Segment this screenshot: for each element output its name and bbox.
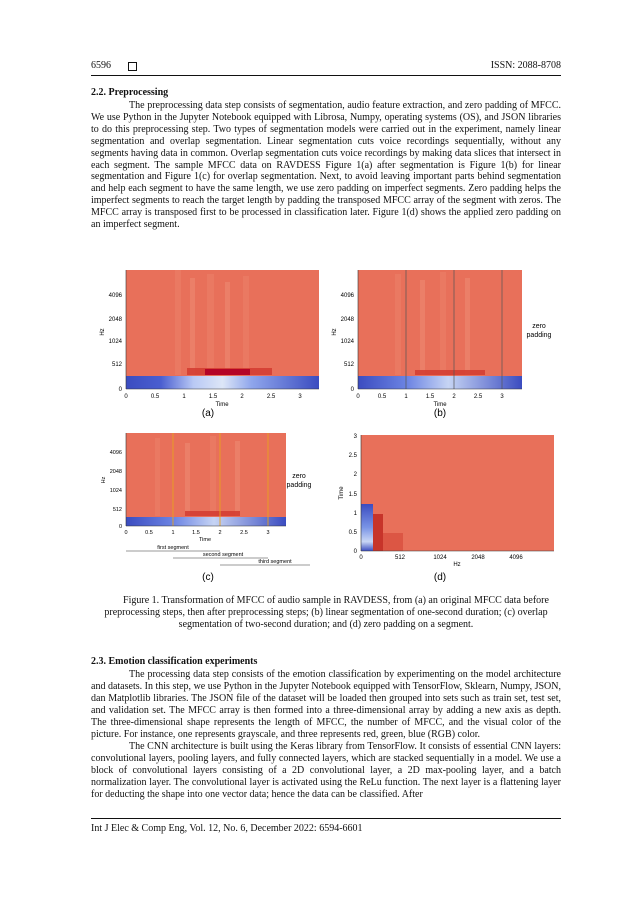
ytick-c-1024: 1024 — [109, 488, 122, 494]
xtick-d-0: 0 — [359, 555, 363, 561]
xtick-a-1: 1 — [182, 394, 186, 400]
page-number: 6596 — [91, 60, 111, 71]
panel-a — [100, 270, 319, 419]
xtick-c-1: 1 — [171, 530, 175, 536]
ylabel-d: Time — [339, 486, 345, 500]
figure-caption: Figure 1. Transformation of MFCC of audio sample in RAVDESS, from (a) an original MFCC data before preprocessing steps, then after preprocessing steps; (b) linear segmentation of one-second duration; (c) overlap segmentation of two-second duration; and (d) zero padding on a segment. — [104, 595, 549, 630]
panel-d — [339, 434, 554, 583]
xtick-c-2.5: 2.5 — [240, 530, 248, 536]
padded-mfcc-column — [361, 504, 373, 551]
ytick-d-0.5: 0.5 — [348, 530, 357, 536]
xtick-d-512: 512 — [394, 555, 406, 561]
ytick-d-1.5: 1.5 — [348, 492, 357, 498]
xtick-c-1.5: 1.5 — [192, 530, 200, 536]
xtick-d-2048: 2048 — [471, 555, 485, 561]
ytick-c-2048: 2048 — [109, 469, 122, 475]
xtick-d-4096: 4096 — [509, 555, 523, 561]
header-rule — [91, 75, 561, 76]
ytick-d-3: 3 — [353, 434, 357, 440]
xlabel-c: Time — [198, 537, 212, 543]
xtick-a-2: 2 — [240, 394, 244, 400]
zero-padding-label-b-2: padding — [526, 332, 552, 339]
ytick-d-2.5: 2.5 — [348, 453, 357, 459]
ytick-d-0: 0 — [353, 549, 357, 555]
panel-b — [332, 270, 552, 419]
ytick-b-4096: 4096 — [340, 293, 354, 299]
footer-rule — [91, 818, 561, 819]
ytick-a-4096: 4096 — [108, 293, 122, 299]
xtick-c-3: 3 — [266, 530, 270, 536]
paragraph-classification-1: The processing data step consists of the emotion classification by experimenting on the model architecture and datasets. In this step, we use Python in the Jupyter Notebook equipped with TensorFlow, Sklearn, Numpy, JSON, dan Matplotlib libraries. The JSON file of the dataset will be loaded then grouped into sets such as train set, test set, and validation set. The MFCC array is then formed into a three-dimensional array by adding a new axis as depth. The three-dimensional shape represents the length of MFCC, the number of MFCC, and the visual color of the picture. For instance, one represents grayscale, and three represents red, green, blue (RGB) color. — [91, 669, 561, 740]
figure-1 — [95, 268, 560, 590]
section-heading-emotion-classification: 2.3. Emotion classification experiments — [91, 656, 258, 667]
xtick-c-0: 0 — [124, 530, 128, 536]
panel-label-b: (b) — [433, 408, 447, 419]
xtick-b-1.5: 1.5 — [425, 394, 435, 400]
square-icon — [128, 62, 137, 71]
section-heading-preprocessing: 2.2. Preprocessing — [91, 87, 169, 98]
paragraph-classification-2: The CNN architecture is built using the Keras library from TensorFlow. It consists of essential CNN layers: convolutional layers, pooling layers, and fully connected layers, which are stacked sequentially in a model. We use a block of convolutional layers consisting of a 2D convolutional layer, a 2D max-pooling layer, and a batch normalization layer. The convolutional layer is activated using the ReLu function. The next layer is a flattening layer for deducting the shape into one vector data; hence the data can be classified. After — [91, 741, 561, 800]
xlabel-a: Time — [215, 402, 229, 408]
ytick-c-0: 0 — [118, 524, 122, 530]
ytick-d-1: 1 — [353, 511, 357, 517]
second-segment-label: second segment — [202, 552, 244, 558]
third-segment-label: third segment — [258, 559, 292, 565]
xtick-d-1024: 1024 — [433, 555, 447, 561]
xtick-a-0.5: 0.5 — [150, 394, 160, 400]
zero-padding-label-c-1: zero — [292, 473, 306, 480]
zero-padding-label-b-1: zero — [532, 323, 546, 330]
xtick-b-2: 2 — [452, 394, 456, 400]
ytick-a-1024: 1024 — [108, 339, 122, 345]
zero-padding-label-c-2: padding — [286, 482, 312, 489]
ytick-b-1024: 1024 — [340, 339, 354, 345]
xtick-a-0: 0 — [124, 394, 128, 400]
xtick-b-0.5: 0.5 — [377, 394, 387, 400]
running-header — [91, 60, 561, 76]
panel-label-d: (d) — [433, 572, 447, 583]
ytick-b-0: 0 — [350, 387, 354, 393]
ytick-b-512: 512 — [343, 362, 354, 368]
ylabel-b: Hz — [332, 328, 338, 336]
panel-label-a: (a) — [201, 408, 215, 419]
xtick-b-2.5: 2.5 — [473, 394, 483, 400]
ytick-d-2: 2 — [353, 472, 357, 478]
issn: ISSN: 2088-8708 — [490, 60, 561, 71]
panel-label-c: (c) — [202, 572, 214, 583]
ytick-a-2048: 2048 — [108, 317, 122, 323]
ytick-c-4096: 4096 — [109, 450, 122, 456]
journal-citation: Int J Elec & Comp Eng, Vol. 12, No. 6, December 2022: 6594-6601 — [91, 823, 363, 834]
ytick-c-512: 512 — [112, 507, 122, 513]
xlabel-b: Time — [433, 402, 447, 408]
xtick-b-1: 1 — [404, 394, 408, 400]
running-footer — [91, 818, 561, 834]
xtick-a-1.5: 1.5 — [208, 394, 218, 400]
ylabel-c: Hz — [101, 476, 107, 484]
ytick-a-512: 512 — [111, 362, 122, 368]
xtick-a-2.5: 2.5 — [266, 394, 276, 400]
paragraph-preprocessing: The preprocessing data step consists of segmentation, audio feature extraction, and zero padding of MFCC. We use Python in the Jupyter Notebook equipped with Librosa, Numpy, operating systems (OS), and JSON libraries to do this preprocessing step. Two types of segmentation models were carried out in the experiment, namely linear segmentation and overlap segmentation. Linear segmentation cuts voice recordings sequentially, without any segments having data in common. Overlap segmentation cuts voice recordings by making data slices that intersect in each segment. The sample MFCC data on RAVDESS Figure 1(a) after segmentation is Figure 1(b) for linear segmentation and Figure 1(c) for overlap segmentation. Next, to avoid leaving important parts behind segmentation and help each segment to have the same length, we use zero padding on imperfect segments. Zero padding helps the imperfect segments to reach the target length by padding the transposed MFCC array of the segment with zeros. The MFCC array is transposed first to be processed in classification later. Figure 1(d) shows the applied zero padding on an imperfect segment. — [91, 100, 561, 231]
first-segment-label: first segment — [157, 545, 189, 551]
xtick-c-2: 2 — [218, 530, 222, 536]
ytick-a-0: 0 — [118, 387, 122, 393]
panel-c — [101, 433, 312, 583]
xtick-b-0: 0 — [356, 394, 360, 400]
xtick-b-3: 3 — [500, 394, 504, 400]
xtick-c-0.5: 0.5 — [145, 530, 153, 536]
ytick-b-2048: 2048 — [340, 317, 354, 323]
ylabel-a: Hz — [100, 328, 106, 336]
xtick-a-3: 3 — [298, 394, 302, 400]
xlabel-d: Hz — [453, 562, 461, 568]
